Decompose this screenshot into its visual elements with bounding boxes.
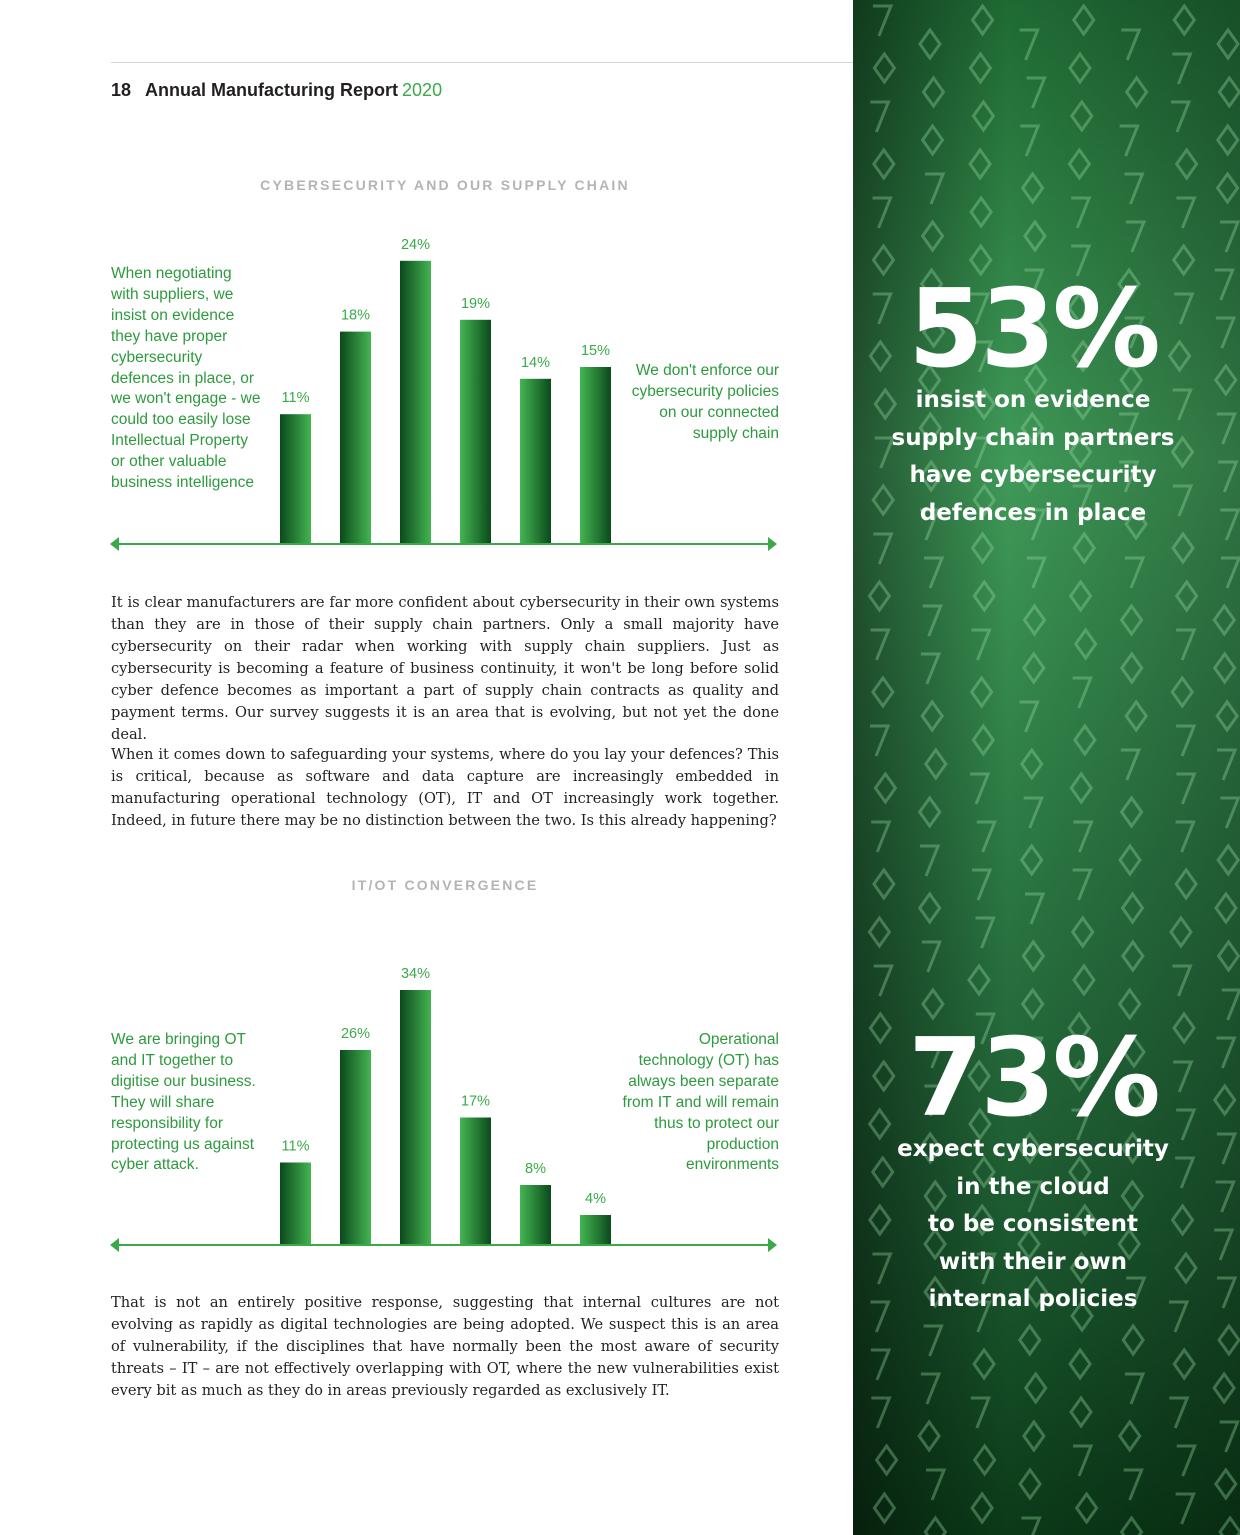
body-paragraph-2: When it comes down to safeguarding your systems, where do you lay your defences? This is critical, because as software and data capture are increasingly embedded in manufacturing operational technology (OT), IT and OT increasingly work together. Indeed, in future there may be no distinction between the two. Is this already happening? [111,746,779,829]
stat-53-caption-line: defences in place [919,499,1147,526]
stat-73 [853,1016,1213,1319]
chart-supply-chain [105,220,785,565]
arrow-left-icon [110,537,119,551]
bar [400,990,431,1245]
stat-73-value: 73% [908,1016,1158,1141]
bar [340,1050,371,1245]
report-title: Annual Manufacturing Report [145,80,399,100]
bar-value-label: 8% [525,1161,546,1177]
stat-53-caption-line: have cybersecurity [909,462,1157,488]
bar-value-label: 19% [460,295,491,312]
stat-73-caption-line: with their own [938,1248,1128,1275]
chart-title-it-ot: IT/OT CONVERGENCE [351,877,539,893]
stat-53-value: 53% [908,267,1158,392]
stat-73-caption-line: expect cybersecurity [897,1136,1169,1162]
bar [580,1215,611,1245]
chart2-right-label: Operational technology (OT) has always been separate from IT and will remain thus to protect our production environments [622,1031,779,1174]
bar-value-label: 11% [281,390,310,407]
stat-53-caption-line: insist on evidence [915,387,1151,413]
report-year: 2020 [402,80,443,100]
stat-53 [853,267,1213,532]
stat-53-caption-line: supply chain partners [891,424,1175,451]
chart1-left-label: When negotiating with suppliers, we insist on evidence they have proper cybersecurity defences in place, or we won't engage - we could too easily lose Intellectual Property or other valuable business intelligence [111,265,261,492]
stat-53-caption [853,382,1213,532]
arrow-left-icon [110,1238,119,1252]
bar [280,414,311,544]
arrow-right-icon [768,1238,777,1252]
body-paragraph-3: That is not an entirely positive response, suggesting that internal cultures are not evolving as rapidly as digital technologies are being adopted. We suspect this is an area of vulnerability, if the disciplines that have normally been the most aware of security threats – IT – are not effectively overlapping with OT, where the new vulnerabilities exist every bit as much as they do in areas previously regarded as exclusively IT. [111,1294,779,1399]
stat-73-caption [853,1131,1213,1319]
bar-value-label: 14% [520,354,551,371]
bar [520,1185,551,1245]
bar-value-label: 11% [281,1138,310,1155]
bar [580,367,611,544]
chart-title-supply-chain: CYBERSECURITY AND OUR SUPPLY CHAIN [260,177,630,193]
chart-it-ot-convergence [105,950,785,1260]
bar [460,320,491,544]
bar [460,1118,491,1246]
sidebar-panel [853,0,1240,1535]
bar-value-label: 34% [400,966,431,982]
arrow-right-icon [768,537,777,551]
bar-value-label: 4% [585,1191,606,1207]
bar-value-label: 26% [340,1026,371,1042]
stat-73-caption-line: internal policies [928,1286,1138,1312]
bar [520,379,551,544]
chart2-left-label: We are bringing OT and IT together to digitise our business. They will share responsibility for protecting us against cyber attack. [111,1031,256,1174]
page-number: 18 [111,80,132,100]
bar [280,1163,311,1246]
bar-value-label: 24% [400,236,431,253]
bar-value-label: 15% [580,343,611,359]
bar [340,332,371,544]
body-paragraph-1: It is clear manufacturers are far more confident about cybersecurity in their own systems than they are in those of their supply chain partners. Only a small majority have cybersecurity on their radar when working with supply chain suppliers. Just as cybersecurity is becoming a feature of business continuity, it won't be long before solid cyber defence becomes as important a part of supply chain contracts as quality and payment terms. Our survey suggests it is an area that is evolving, but not yet the done deal. [111,594,779,743]
bar-value-label: 17% [460,1093,491,1110]
bar [400,261,431,544]
stat-73-caption-line: to be consistent [928,1211,1138,1237]
bar-value-label: 18% [340,307,371,324]
chart1-right-label: We don't enforce our cybersecurity policies on our connected supply chain [631,362,779,442]
stat-73-caption-line: in the cloud [956,1173,1110,1200]
page-header [111,80,442,101]
